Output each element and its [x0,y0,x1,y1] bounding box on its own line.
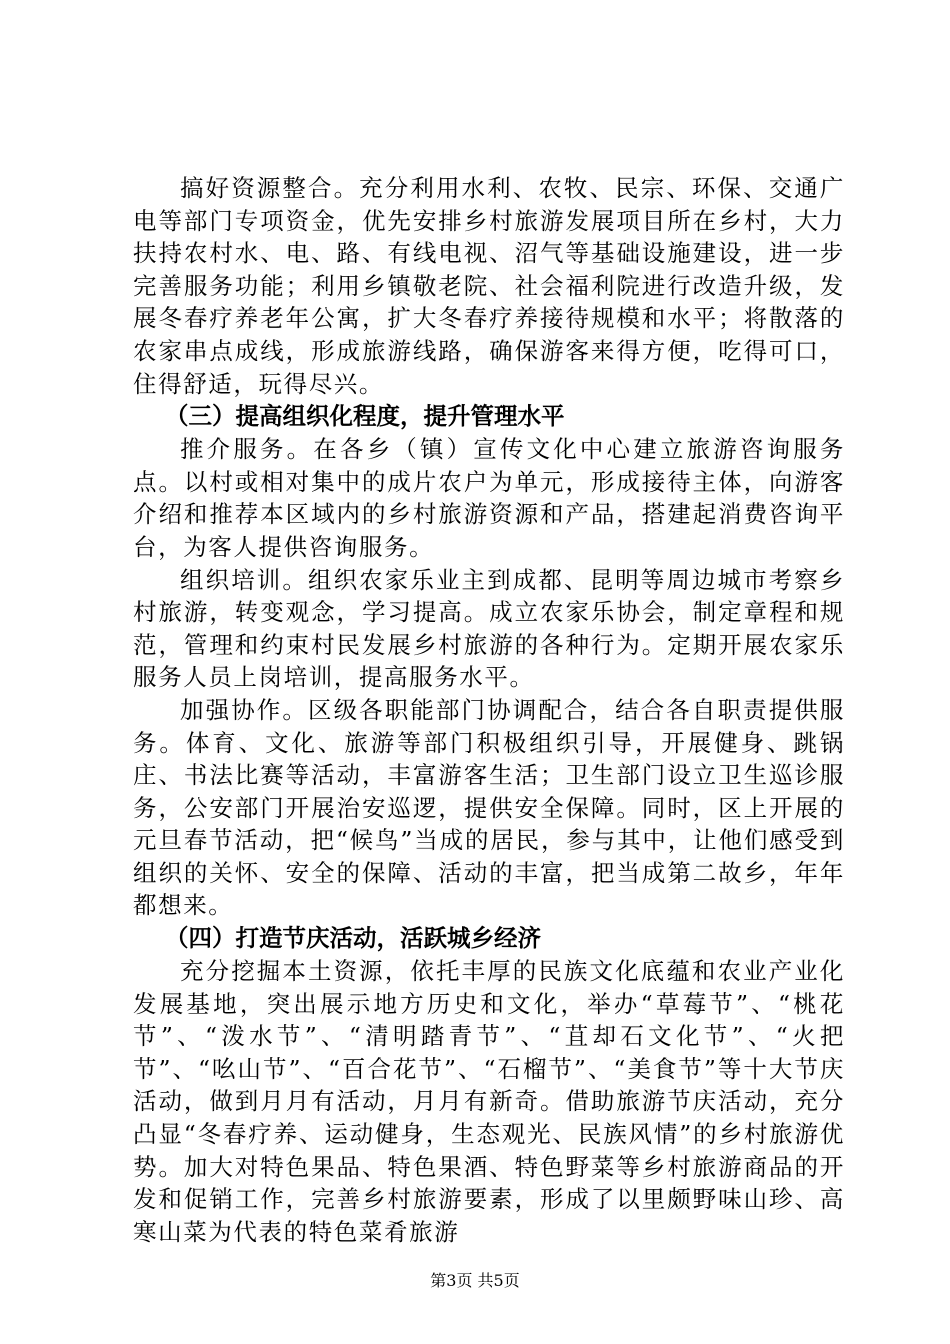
section-heading-three: （三）提高组织化程度，提升管理水平 [165,402,565,431]
paragraph-promotion-service: 推介服务。在各乡（镇）宣传文化中心建立旅游咨询服务点。以村或相对集中的成片农户为单元，形成接待主体，向游客介绍和推荐本区域内的乡村旅游资源和产品，搭建起消费咨询平台，为客人提供咨询服务。 [133,435,845,561]
paragraph-festival-activities: 充分挖掘本土资源，依托丰厚的民族文化底蕴和农业产业化发展基地，突出展示地方历史和文化，举办“草莓节”、“桃花节”、“泼水节”、“清明踏青节”、“苴却石文化节”、“火把节”、“吆山节”、“百合花节”、“石榴节”、“美食节”等十大节庆活动，做到月月有活动，月月有新奇。借助旅游节庆活动，充分凸显“冬春疗养、运动健身，生态观光、民族风情”的乡村旅游优势。加大对特色果品、特色果酒、特色野菜等乡村旅游商品的开发和促销工作，完善乡村旅游要素，形成了以里颇野味山珍、高寒山菜为代表的特色菜肴旅游 [133,957,845,1246]
paragraph-resource-integration: 搞好资源整合。充分利用水利、农牧、民宗、环保、交通广电等部门专项资金，优先安排乡村旅游发展项目所在乡村，大力扶持农村水、电、路、有线电视、沼气等基础设施建设，进一步完善服务功能；利用乡镇敬老院、社会福利院进行改造升级，发展冬春疗养老年公寓，扩大冬春疗养接待规模和水平；将散落的农家串点成线，形成旅游线路，确保游客来得方便，吃得可口，住得舒适，玩得尽兴。 [133,174,845,398]
document-body [133,172,845,1248]
paragraph-strengthen-cooperation: 加强协作。区级各职能部门协调配合，结合各自职责提供服务。体育、文化、旅游等部门积极组织引导，开展健身、跳锅庄、书法比赛等活动，丰富游客生活；卫生部门设立卫生巡诊服务，公安部门开展治安巡逻，提供安全保障。同时，区上开展的元旦春节活动，把“候鸟”当成的居民，参与其中，让他们感受到组织的关怀、安全的保障、活动的丰富，把当成第二故乡，年年都想来。 [133,695,845,920]
section-heading-four: （四）打造节庆活动，活跃城乡经济 [165,924,541,953]
page-number-footer: 第3页 共5页 [430,1271,520,1290]
paragraph-organize-training: 组织培训。组织农家乐业主到成都、昆明等周边城市考察乡村旅游，转变观念，学习提高。成立农家乐协会，制定章程和规范，管理和约束村民发展乡村旅游的各种行为。定期开展农家乐服务人员上岗培训，提高服务水平。 [133,565,845,692]
